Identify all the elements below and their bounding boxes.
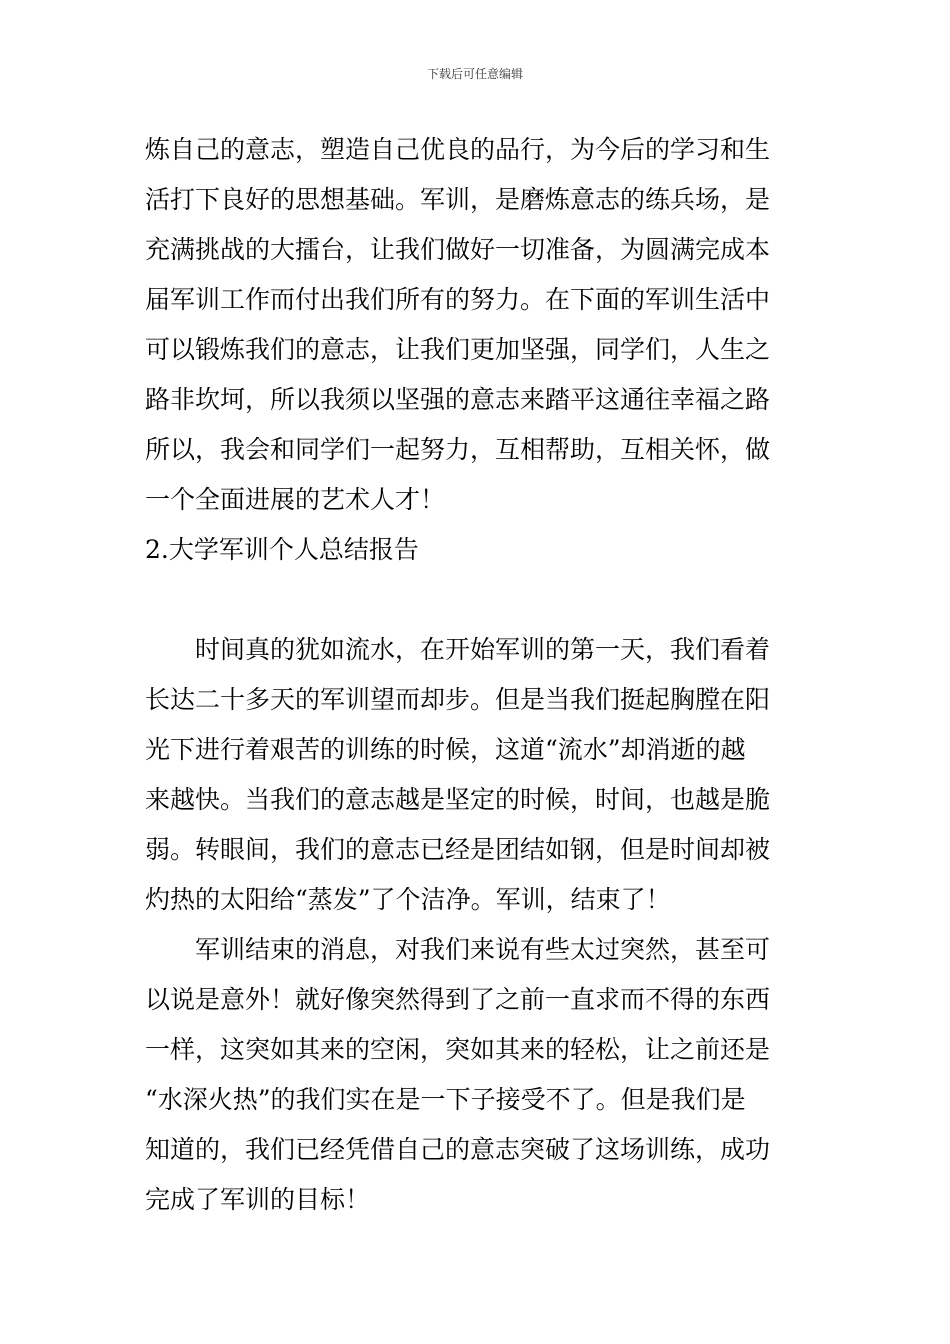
text-line: 一个全面进展的艺术人才！	[145, 485, 446, 514]
text-line: 充满挑战的大擂台，让我们做好一切准备，为圆满完成本	[145, 235, 771, 264]
paragraph-3	[145, 925, 807, 1225]
text-line: 光下进行着艰苦的训练的时候，这道“流水”却消逝的越	[145, 735, 746, 764]
text-line: 灼热的太阳给“蒸发”了个洁净。军训，结束了！	[145, 885, 671, 914]
section-heading: 2.大学军训个人总结报告	[145, 535, 419, 564]
text-line: “水深火热”的我们实在是一下子接受不了。但是我们是	[145, 1085, 746, 1114]
paragraph-2	[145, 625, 807, 925]
text-line: 来越快。当我们的意志越是坚定的时候，时间，也越是脆	[145, 785, 771, 814]
page-header: 下载后可任意编辑	[426, 67, 523, 81]
text-line: 军训结束的消息，对我们来说有些太过突然，甚至可	[145, 935, 771, 964]
text-line: 时间真的犹如流水，在开始军训的第一天，我们看着	[145, 635, 771, 664]
text-line: 所以，我会和同学们一起努力，互相帮助，互相关怀，做	[145, 435, 771, 464]
text-line: 完成了军训的目标！	[145, 1185, 371, 1214]
blank-line	[145, 575, 807, 625]
text-line: 以说是意外！就好像突然得到了之前一直求而不得的东西	[145, 985, 771, 1014]
text-line: 炼自己的意志，塑造自己优良的品行，为今后的学习和生	[145, 135, 771, 164]
paragraph-1	[145, 125, 807, 525]
text-line: 活打下良好的思想基础。军训，是磨炼意志的练兵场，是	[145, 185, 771, 214]
text-line: 可以锻炼我们的意志，让我们更加坚强，同学们，人生之	[145, 335, 771, 364]
text-line: 知道的，我们已经凭借自己的意志突破了这场训练，成功	[145, 1135, 771, 1164]
text-line: 一样，这突如其来的空闲，突如其来的轻松，让之前还是	[145, 1035, 771, 1064]
text-line: 长达二十多天的军训望而却步。但是当我们挺起胸膛在阳	[145, 685, 771, 714]
document-body	[145, 125, 807, 1225]
text-line: 路非坎坷，所以我须以坚强的意志来踏平这通往幸福之路	[145, 385, 771, 414]
text-line: 弱。转眼间，我们的意志已经是团结如钢，但是时间却被	[145, 835, 771, 864]
text-line: 届军训工作而付出我们所有的努力。在下面的军训生活中	[145, 285, 771, 314]
